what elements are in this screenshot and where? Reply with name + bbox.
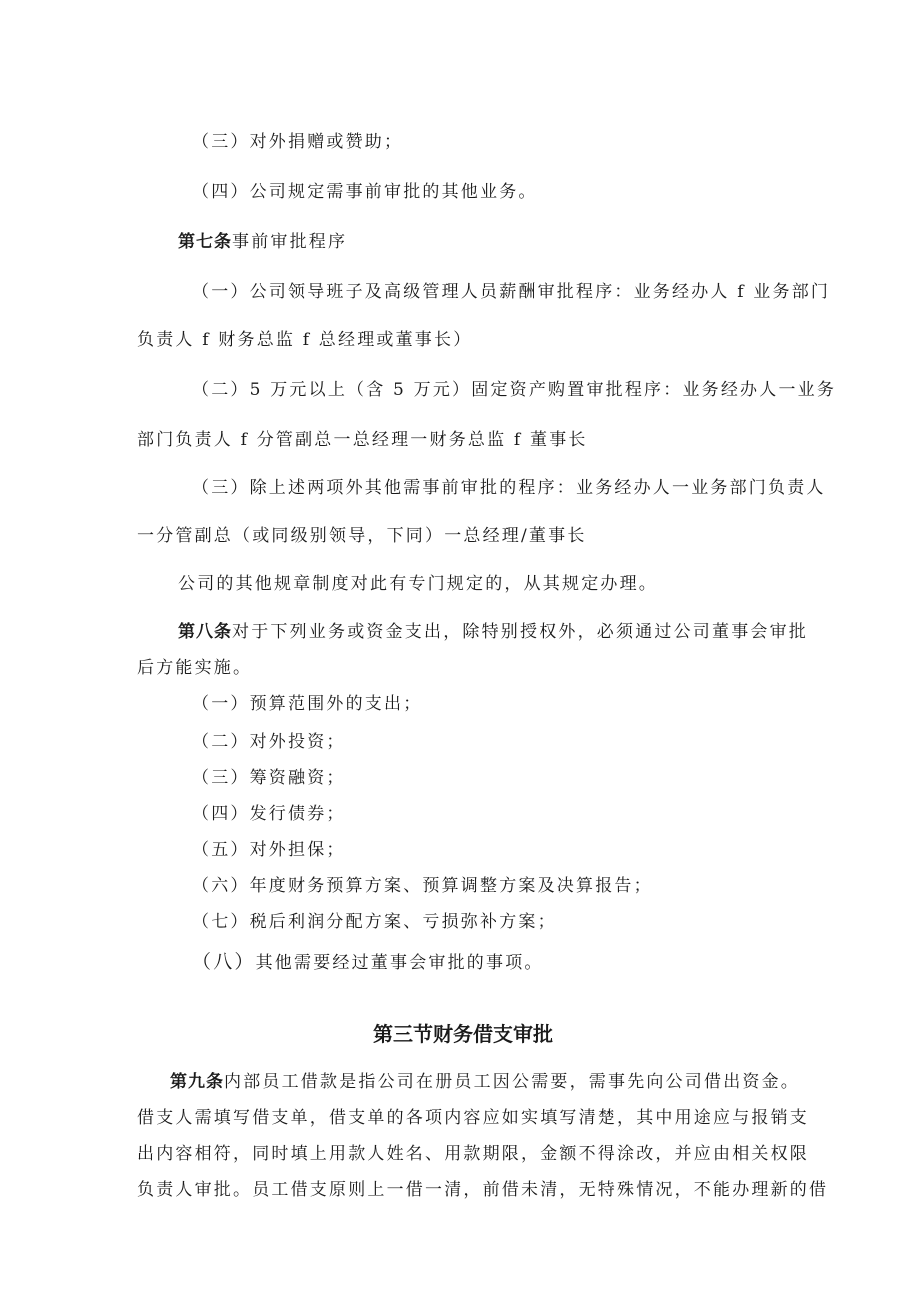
article-7-para-1-line-1: （一）公司领导班子及高级管理人员薪酬审批程序：业务经办人 f 业务部门: [192, 282, 831, 302]
article-7-para-1-line-2: 负责人 f 财务总监 f 总经理或董事长）: [137, 330, 473, 350]
article-8-text: 对于下列业务或资金支出，除特别授权外，必须通过公司董事会审批: [232, 622, 808, 642]
list-item-other-pre-approval: （四）公司规定需事前审批的其他业务。: [192, 182, 538, 202]
list-item-8: [192, 950, 544, 975]
list-item: （三）筹资融资；: [192, 768, 346, 788]
section-3-heading: 第三节财务借支审批: [373, 1022, 553, 1046]
article-7-para-3-line-2: 一分管副总（或同级别领导，下同）一总经理/董事长: [137, 526, 587, 546]
article-9-text: 内部员工借款是指公司在册员工因公需要，需事先向公司借出资金。: [224, 1072, 800, 1092]
list-item: （一）预算范围外的支出；: [192, 694, 423, 714]
list-item: （六）年度财务预算方案、预算调整方案及决算报告；: [192, 876, 653, 896]
list-item-8-prefix: （八）: [192, 951, 256, 973]
list-item-external-donation: （三）对外捐赠或赞助；: [192, 132, 404, 152]
article-9-line-2: 借支人需填写借支单，借支单的各项内容应如实填写清楚，其中用途应与报销支: [137, 1108, 809, 1128]
article-7-label: 第七条: [178, 232, 232, 252]
article-8-line-2: 后方能实施。: [137, 658, 253, 678]
article-9-label: 第九条: [170, 1072, 224, 1092]
article-8-label: 第八条: [178, 622, 232, 642]
article-9-line-3: 出内容相符，同时填上用款人姓名、用款期限，金额不得涂改，并应由相关权限: [137, 1144, 809, 1164]
list-item: （七）税后利润分配方案、亏损弥补方案；: [192, 912, 557, 932]
article-7-para-3-line-1: （三）除上述两项外其他需事前审批的程序：业务经办人一业务部门负责人: [192, 478, 826, 498]
article-7-title: 事前审批程序: [232, 232, 348, 252]
article-7-para-2-line-2: 部门负责人 f 分管副总一总经理一财务总监 f 董事长: [137, 430, 588, 450]
article-8-line-1: [178, 620, 808, 644]
list-item: （五）对外担保；: [192, 840, 346, 860]
article-9-line-1: [170, 1070, 800, 1094]
list-item: （四）发行债券；: [192, 804, 346, 824]
article-9-line-4: 负责人审批。员工借支原则上一借一清，前借未清，无特殊情况，不能办理新的借: [137, 1180, 829, 1200]
list-item: （二）对外投资；: [192, 732, 346, 752]
article-7-heading: [178, 230, 347, 254]
list-item-8-text: 其他需要经过董事会审批的事项。: [255, 953, 544, 973]
article-7-para-2-line-1: （二）5 万元以上（含 5 万元）固定资产购置审批程序：业务经办人一业务: [192, 380, 837, 400]
article-7-note: 公司的其他规章制度对此有专门规定的，从其规定办理。: [178, 574, 658, 594]
